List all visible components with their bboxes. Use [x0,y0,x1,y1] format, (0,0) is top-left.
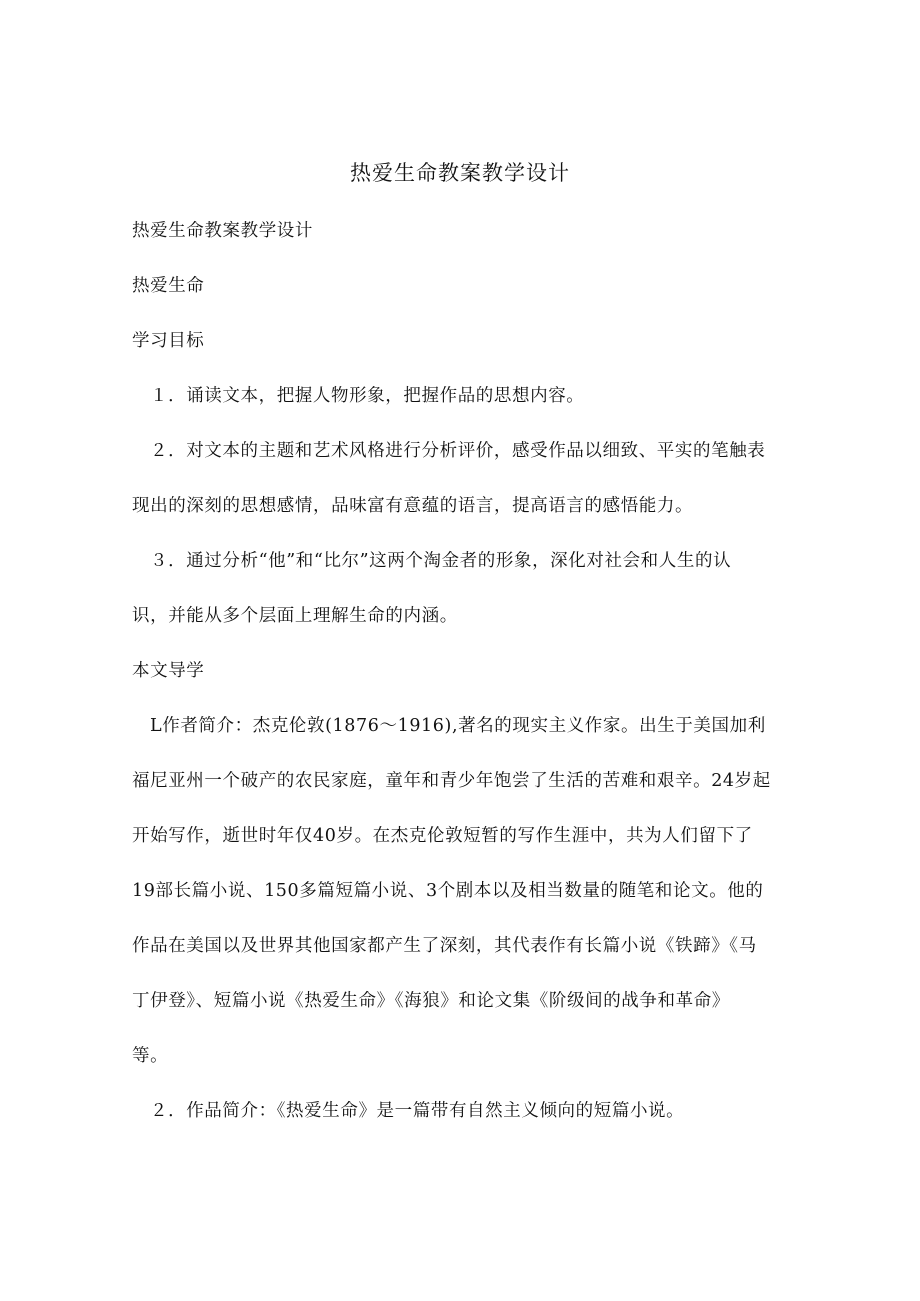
author-intro-line-5: 作品在美国以及世界其他国家都产生了深刻，其代表作有长篇小说《铁蹄》《马 [132,936,757,956]
section-heading-learning-goals: 学习目标 [132,331,205,351]
goal-item-2-line-2: 现出的深刻的思想感情，品味富有意蕴的语言，提高语言的感悟能力。 [132,496,694,516]
work-intro-line: ２．作品简介：《热爱生命》是一篇带有自然主义倾向的短篇小说。 [150,1101,685,1121]
document-title: 热爱生命教案教学设计 [350,161,570,185]
author-intro-line-1: L作者简介：杰克伦敦(1876～1916),著名的现实主义作家。出生于美国加利 [150,716,766,736]
author-intro-line-4: 19部长篇小说、150多篇短篇小说、3个剧本以及相当数量的随笔和论文。他的 [132,881,764,901]
goal-item-2-line-1: ２．对文本的主题和艺术风格进行分析评价，感受作品以细致、平实的笔触表 [150,441,766,461]
author-intro-line-2: 福尼亚州一个破产的农民家庭，童年和青少年饱尝了生活的苦难和艰辛。24岁起 [132,771,771,791]
goal-item-1: １．诵读文本，把握人物形象，把握作品的思想内容。 [150,386,585,406]
section-heading-guide: 本文导学 [132,661,205,681]
goal-item-3-line-2: 识，并能从多个层面上理解生命的内涵。 [132,606,458,626]
author-intro-line-3: 开始写作，逝世时年仅40岁。在杰克伦敦短暂的写作生涯中，共为人们留下了 [132,826,753,846]
section-heading-re-ai-sheng-ming: 热爱生命 [132,276,205,296]
goal-item-3-line-1: ３．通过分析“他”和“比尔”这两个淘金者的形象，深化对社会和人生的认 [150,551,732,571]
subtitle-line: 热爱生命教案教学设计 [132,221,313,241]
author-intro-line-6: 丁伊登》、短篇小说《热爱生命》《海狼》和论文集《阶级间的战争和革命》 [132,991,730,1011]
author-intro-line-7: 等。 [132,1046,169,1066]
